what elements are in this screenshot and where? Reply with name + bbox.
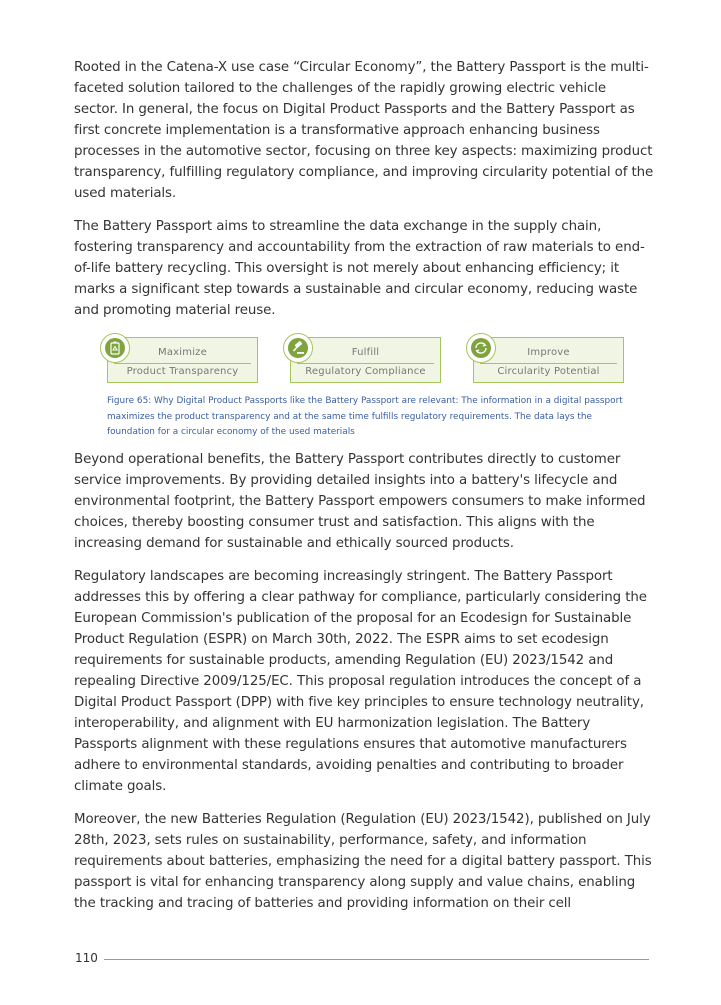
figure-box-subtitle: Circularity Potential xyxy=(497,366,600,377)
figure-box-divider xyxy=(297,363,434,364)
gavel-icon xyxy=(283,333,313,363)
figure-item-compliance xyxy=(283,333,443,388)
body-paragraph-1: Rooted in the Catena-X use case “Circular Economy”, the Battery Passport is the multi-faceted solution tailored to the challenges of the rapidly growing electric vehicle sector. In general, the focus on Digital Product Passports and the Battery Passport as first concrete implementation is a transformative approach enhancing business processes in the automotive sector, focusing on three key aspects: maximizing product transparency, fulfilling regulatory compliance, and improving circularity potential of the used materials. xyxy=(74,60,654,201)
figure-box-divider xyxy=(480,363,617,364)
figure-box-subtitle: Regulatory Compliance xyxy=(305,366,426,377)
body-paragraph-2: The Battery Passport aims to streamline the data exchange in the supply chain, fostering transparency and accountability from the extraction of raw materials to end-of-life battery recycling. This oversight is not merely about enhancing efficiency; it marks a significant step towards a sustainable and circular economy, reducing waste and promoting material reuse. xyxy=(74,219,645,318)
circular-arrows-icon xyxy=(466,333,496,363)
figure-box-subtitle: Product Transparency xyxy=(126,366,239,377)
footer-rule xyxy=(104,959,649,960)
figure-box-title: Maximize xyxy=(158,347,207,358)
page-number: 110 xyxy=(75,951,98,965)
figure-box-title: Improve xyxy=(527,347,570,358)
figure-item-circularity xyxy=(466,333,626,388)
figure-box-divider xyxy=(114,363,251,364)
body-paragraph-4: Regulatory landscapes are becoming increasingly stringent. The Battery Passport addresses this by offering a clear pathway for compliance, particularly considering the European Commission's publication of the proposal for an Ecodesign for Sustainable Product Regulation (ESPR) on March 30th, 2022. The ESPR aims to set ecodesign requirements for sustainable products, amending Regulation (EU) 2023/1542 and repealing Directive 2009/125/EC. This proposal regulation introduces the concept of a Digital Product Passport (DPP) with five key principles to ensure technology neutrality, interoperability, and alignment with EU harmonization legislation. The Battery Passports alignment with these regulations ensures that automotive manufacturers adhere to environmental standards, avoiding penalties and contributing to broader climate goals. xyxy=(74,569,647,794)
figure-caption: Figure 65: Why Digital Product Passports like the Battery Passport are relevant: The information in a digital passport maximizes the product transparency and at the same time fulfills regulatory requirements. The data lays the foundation for a circular economy of the used materials xyxy=(107,396,623,437)
body-paragraph-5: Moreover, the new Batteries Regulation (Regulation (EU) 2023/1542), published on July 28th, 2023, sets rules on sustainability, performance, safety, and information requirements about batteries, emphasizing the need for a digital battery passport. This passport is vital for enhancing transparency along supply and value chains, enabling the tracking and tracing of batteries and providing information on their cell xyxy=(74,812,652,911)
body-paragraph-3: Beyond operational benefits, the Battery Passport contributes directly to customer service improvements. By providing detailed insights into a battery's lifecycle and environmental footprint, the Battery Passport empowers consumers to make informed choices, thereby boosting consumer trust and satisfaction. This aligns with the increasing demand for sustainable and ethically sourced products. xyxy=(74,452,646,551)
figure-65 xyxy=(100,333,630,388)
figure-item-transparency xyxy=(100,333,260,388)
battery-recycle-icon xyxy=(100,333,130,363)
figure-box-title: Fulfill xyxy=(351,347,380,358)
